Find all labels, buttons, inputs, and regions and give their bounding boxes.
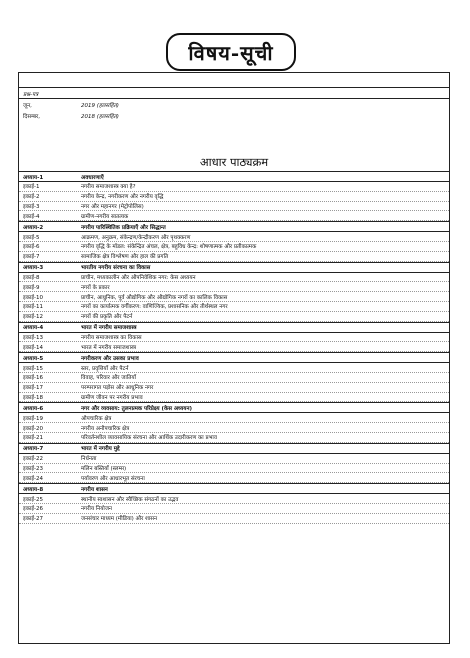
unit-title: नगर और महानगर (मेट्रोपोलिस) [81,203,144,210]
unit-id: इकाई-2 [23,194,40,201]
unit-title: नगरीय समाजशास्त्र का विकास [81,334,142,341]
unit-id: इकाई-21 [23,435,44,442]
chapter-id: अध्याय-4 [23,325,44,332]
unit-id: इकाई-7 [23,254,40,261]
unit-row [19,312,449,322]
chapter-id: अध्याय-1 [23,174,44,181]
unit-id: इकाई-24 [23,475,44,482]
unit-title: मलिन बस्तियाँ (स्लम्स) [81,465,127,472]
unit-id: इकाई-12 [23,314,44,321]
chapter-id: अध्याय-6 [23,405,44,412]
unit-title: नगरों की प्रकृति और पैटर्न [81,314,133,321]
unit-title: नगरीय समाजशास्त्र क्या है? [81,184,136,191]
chapter-section [19,171,449,221]
unit-row [19,282,449,292]
unit-row [19,454,449,464]
unit-row [19,342,449,352]
chapter-section [19,402,449,442]
unit-row [19,423,449,433]
chapter-heading [19,262,449,273]
unit-title: प्राचीन, आधुनिक, पूर्व औद्योगिक और औद्योगिक नगरों का कालिक विकास [81,294,228,301]
unit-title: नगरों का कार्यात्मक वर्गीकरण: वाणिज्यिक, प्रशासनिक और तीर्थस्थल नगर [81,304,228,311]
unit-title: निर्धनता [81,456,97,463]
chapter-section [19,262,449,322]
unit-title: सामाजिक क्षेत्र विश्लेषण और हाल की प्रगति [81,254,169,261]
unit-id: इकाई-4 [23,213,40,220]
unit-row [19,302,449,312]
unit-row [19,202,449,212]
chapter-heading [19,221,449,232]
unit-row [19,393,449,403]
unit-row [19,273,449,283]
unit-id: इकाई-9 [23,284,40,291]
unit-id: इकाई-3 [23,203,40,210]
unit-title: ग्रामीण जीवन पर नगरीय प्रभाव [81,394,143,401]
unit-row [19,413,449,423]
unit-title: नगरीय अनौपचारिक क्षेत्र [81,425,130,432]
paper-row [19,99,449,110]
chapter-title: भारत में नगरीय समाजशास्त्र [81,325,137,332]
chapter-heading [19,483,449,494]
chapter-heading [19,352,449,363]
unit-row [19,333,449,343]
unit-row [19,464,449,474]
unit-id: इकाई-15 [23,365,44,372]
unit-id: इकाई-27 [23,516,44,523]
chapter-id: अध्याय-3 [23,265,44,272]
chapter-section [19,443,449,483]
unit-row [19,383,449,393]
chapter-id: अध्याय-8 [23,486,44,493]
chapter-id: अध्याय-7 [23,446,44,453]
top-strip [19,73,449,88]
unit-row [19,292,449,302]
unit-title: विवाह, परिवार और जातियाँ [81,375,136,382]
unit-title: प्राचीन, मध्यकालीन और औपनिवेशिक नगर: केस अध्ययन [81,274,196,281]
paper-year: 2018 (हलसहित) [81,114,119,120]
unit-title: भारत में नगरीय समाजशास्त्र [81,344,137,351]
unit-row [19,504,449,514]
contents-table [18,72,450,644]
chapter-section [19,352,449,402]
unit-id: इकाई-11 [23,304,44,311]
unit-id: इकाई-6 [23,244,40,251]
unit-title: नगरों के प्रकार [81,284,110,291]
chapter-section [19,322,449,353]
unit-title: परम्परागत पड़ोस और आधुनिक नगर [81,385,154,392]
chapter-section [19,483,449,523]
unit-id: इकाई-26 [23,506,44,513]
unit-title: ग्रामीण-नगरीय सातत्यक [81,213,129,220]
unit-title: स्थानीय स्वशासन और स्वैच्छिक संगठनों का उद्भव [81,496,179,503]
unit-id: इकाई-5 [23,234,40,241]
unit-row [19,252,449,262]
chapter-title: भारतीय नगरीय संरचना का विकास [81,265,151,272]
unit-title: औपचारिक क्षेत्र [81,415,112,422]
unit-id: इकाई-14 [23,344,44,351]
unit-id: इकाई-16 [23,375,44,382]
unit-id: इकाई-13 [23,334,44,341]
unit-id: इकाई-18 [23,394,44,401]
unit-row [19,473,449,483]
unit-title: नगरीय केन्द्र, नगरीकरण और नगरीय वृद्धि [81,194,164,201]
unit-row [19,363,449,373]
unit-title: नगरीय नियोजन [81,506,112,513]
unit-title: पर्यावरण और आधारभूत संरचना [81,475,145,482]
paper-month: दिसम्बर, [23,114,40,120]
chapter-heading [19,322,449,333]
unit-id: इकाई-17 [23,385,44,392]
prashn-patra-label: प्रश्न-पत्र [19,88,449,99]
chapter-id: अध्याय-2 [23,224,44,231]
unit-id: इकाई-23 [23,465,44,472]
papers-list [19,99,449,121]
unit-row [19,494,449,504]
unit-id: इकाई-1 [23,184,40,191]
unit-title: परिवर्तनशील व्यावसायिक संरचना और आर्थिक उदारीकरण का प्रभाव [81,435,217,442]
paper-year: 2019 (हलसहित) [81,103,119,109]
chapter-title: नगर और व्यवसाय: तुलनात्मक परिप्रेक्ष्य (केस अध्ययन) [81,405,193,412]
aadhar-title: आधार पाठ्यक्रम [199,155,269,169]
unit-id: इकाई-19 [23,415,44,422]
chapter-section [19,221,449,261]
paper-month: जून, [23,103,32,109]
chapter-title: नगरीय पारिस्थितिक प्रक्रियाएँ और सिद्धान्त [81,224,166,231]
page-title: विषय-सूची [188,40,274,65]
chapter-title: नगरीय शासन [81,486,108,493]
chapter-title: अवधारणाएँ [81,174,104,181]
title-box [166,33,296,71]
chapter-heading [19,171,449,182]
unit-row [19,242,449,252]
unit-row [19,232,449,242]
chapter-heading [19,402,449,413]
unit-title: स्तर, प्रवृत्तियाँ और पैटर्न [81,365,129,372]
unit-id: इकाई-10 [23,294,44,301]
unit-id: इकाई-25 [23,496,44,503]
unit-title: आक्रमण, अनुक्रम, संकेन्द्रण/केन्द्रीकरण और पृथक्करण [81,234,191,241]
unit-title: जनसंचार माध्यम (मीडिया) और शासन [81,516,158,523]
unit-title: नगरीय वृद्धि के मॉडल: संकेन्द्रित अंचल, क्षेत्र, बहुविध केन्द्र: शोषणात्मक और प्रतीकात्मक [81,244,257,251]
unit-row [19,192,449,202]
unit-id: इकाई-8 [23,274,40,281]
unit-row [19,182,449,192]
unit-row [19,211,449,221]
unit-id: इकाई-20 [23,425,44,432]
chapter-title: भारत में नगरीय मुद्दे [81,446,120,453]
paper-row [19,110,449,121]
chapter-heading [19,443,449,454]
chapter-title: नगरीकरण और उसका प्रभाव [81,355,139,362]
unit-row [19,514,449,524]
chapters-list [19,171,449,524]
unit-id: इकाई-22 [23,456,44,463]
unit-row [19,433,449,443]
chapter-id: अध्याय-5 [23,355,44,362]
unit-row [19,373,449,383]
